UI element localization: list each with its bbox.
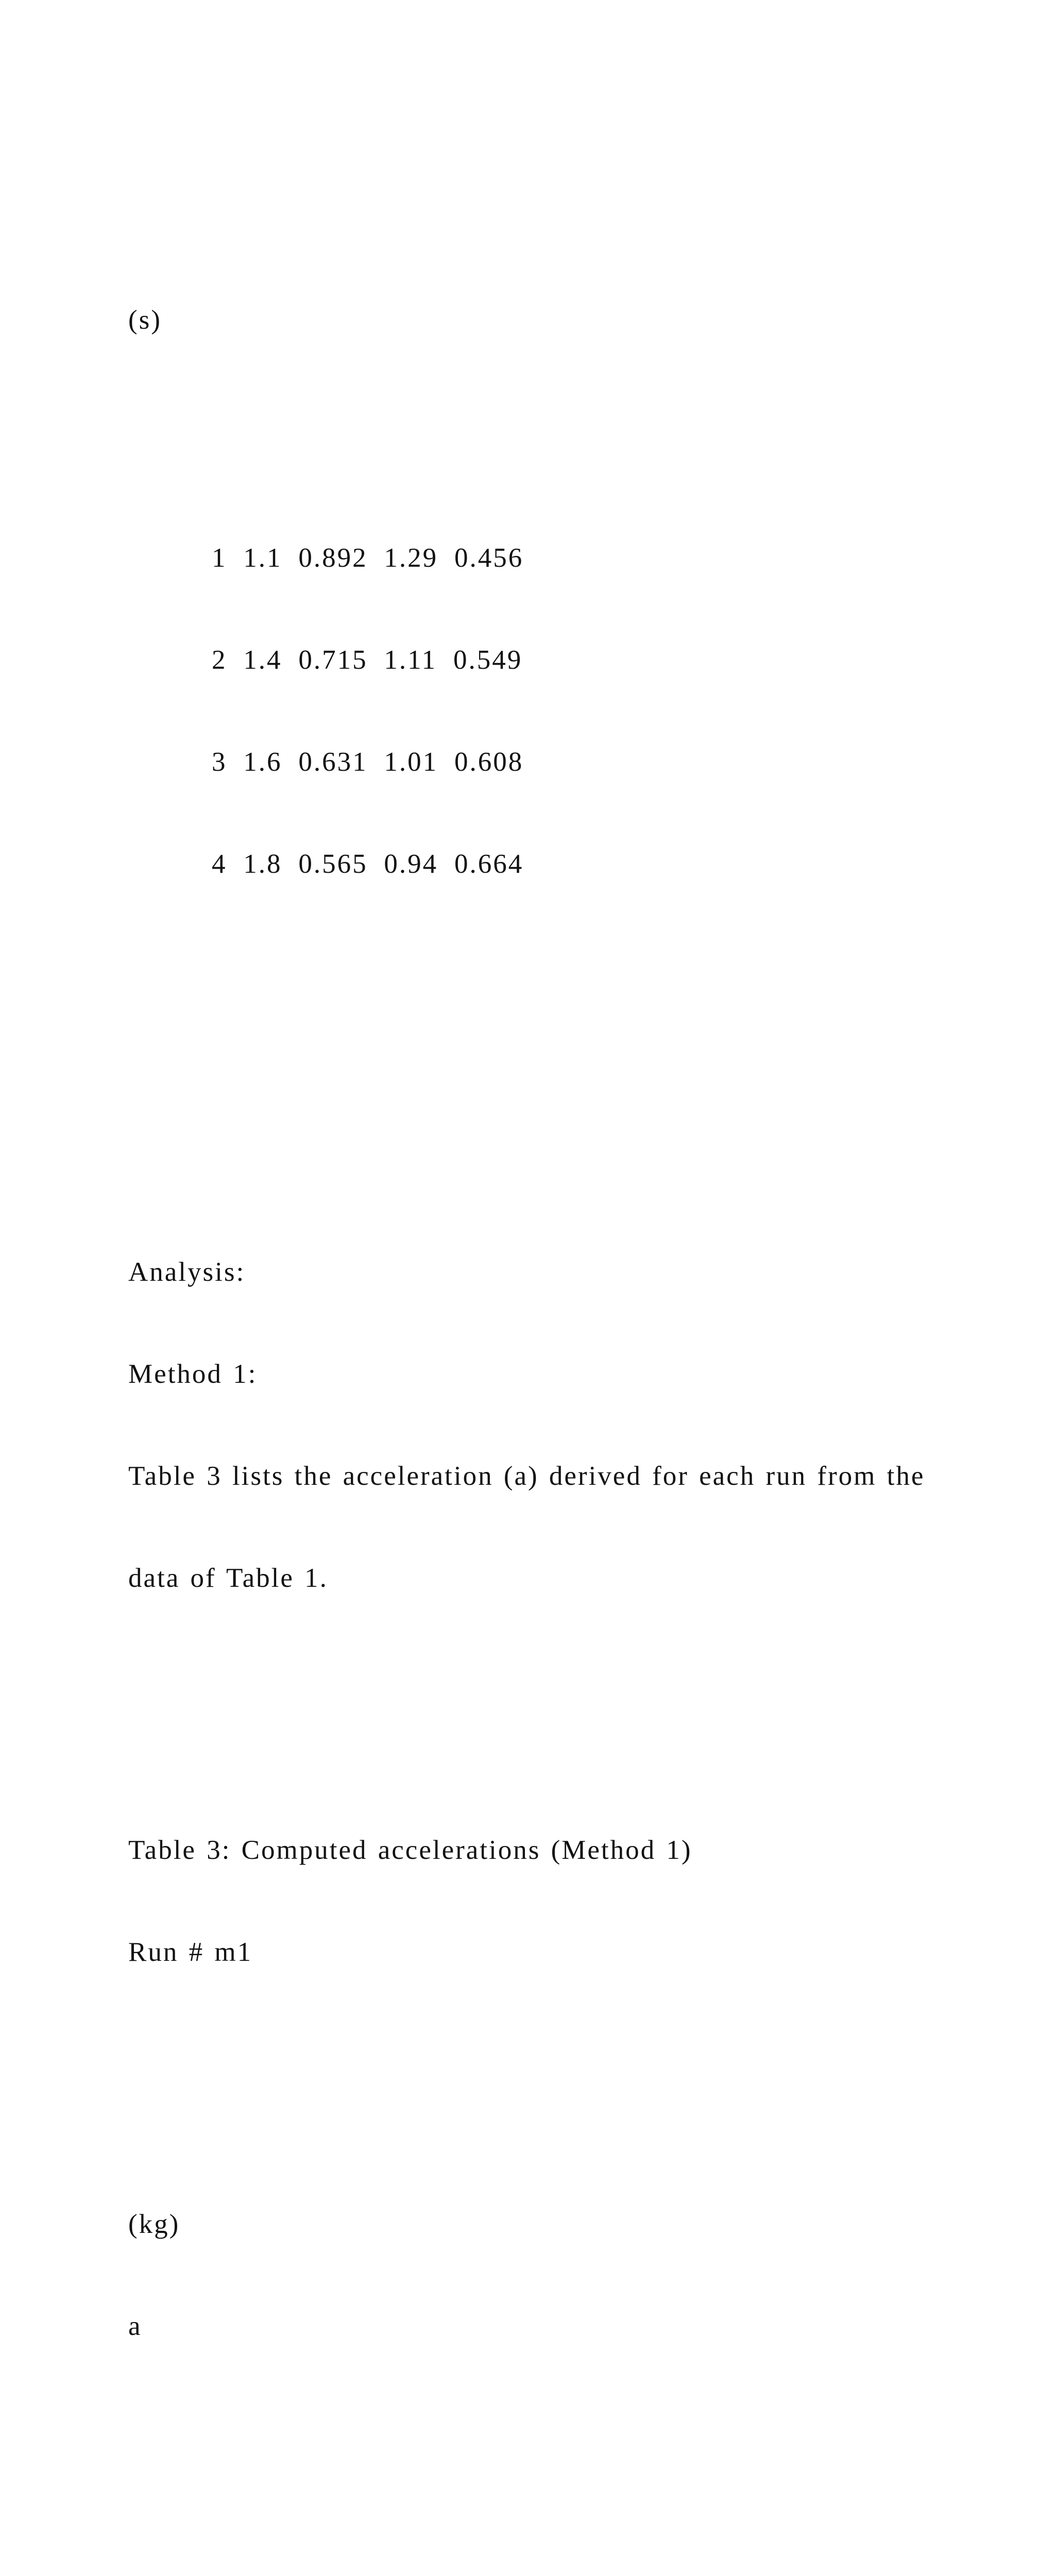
table1-cell: 0.608 [454, 747, 524, 777]
spacer [128, 2071, 973, 2105]
table3-header-line: Run # m1 [128, 1937, 253, 1967]
table1-cell: 1.11 [384, 645, 437, 675]
table1-cell: 0.892 [298, 543, 368, 573]
spacer [128, 1017, 973, 1051]
table1-cell: 0.94 [384, 849, 438, 879]
table1-cell: 2 [212, 645, 227, 675]
table1-cell: 4 [212, 849, 227, 879]
table1-cell: 1.4 [243, 645, 282, 675]
spacer [128, 1119, 973, 1153]
table1-cell: 3 [212, 747, 227, 777]
analysis-heading: Analysis: [128, 1257, 246, 1287]
table1-cell: 0.664 [454, 849, 524, 879]
table1-cell: 0.565 [298, 849, 368, 879]
table1-cell: 0.549 [453, 645, 523, 675]
table1-cell: 0.631 [298, 747, 368, 777]
spacer [128, 2547, 973, 2576]
document-body [128, 201, 973, 2576]
table1-cell: 0.715 [298, 645, 368, 675]
table1-row [128, 609, 973, 675]
table1-cell: 1.29 [384, 543, 438, 573]
table1-cell: 0.456 [454, 543, 524, 573]
table1 [128, 439, 973, 915]
table1-units-line: (s) [128, 305, 162, 335]
table1-row [128, 711, 973, 777]
table1-cell: 1.8 [243, 849, 282, 879]
intro-line: Table 3 lists the acceleration (a) derived for each run from the [128, 1461, 925, 1491]
table1-row [128, 507, 973, 573]
spacer [128, 2445, 973, 2479]
table1-row [128, 813, 973, 879]
spacer [128, 1697, 973, 1731]
intro-line: data of Table 1. [128, 1563, 328, 1593]
table1-cell: 1.1 [243, 543, 282, 573]
method-heading: Method 1: [128, 1359, 258, 1389]
table3-caption: Table 3: Computed accelerations (Method 1) [128, 1835, 692, 1865]
table1-cell: 1.6 [243, 747, 282, 777]
table3-column-a: a [128, 2311, 142, 2341]
table1-cell: 1 [212, 543, 227, 573]
table1-cell: 1.01 [384, 747, 438, 777]
table3-units-line: (kg) [128, 2209, 180, 2239]
